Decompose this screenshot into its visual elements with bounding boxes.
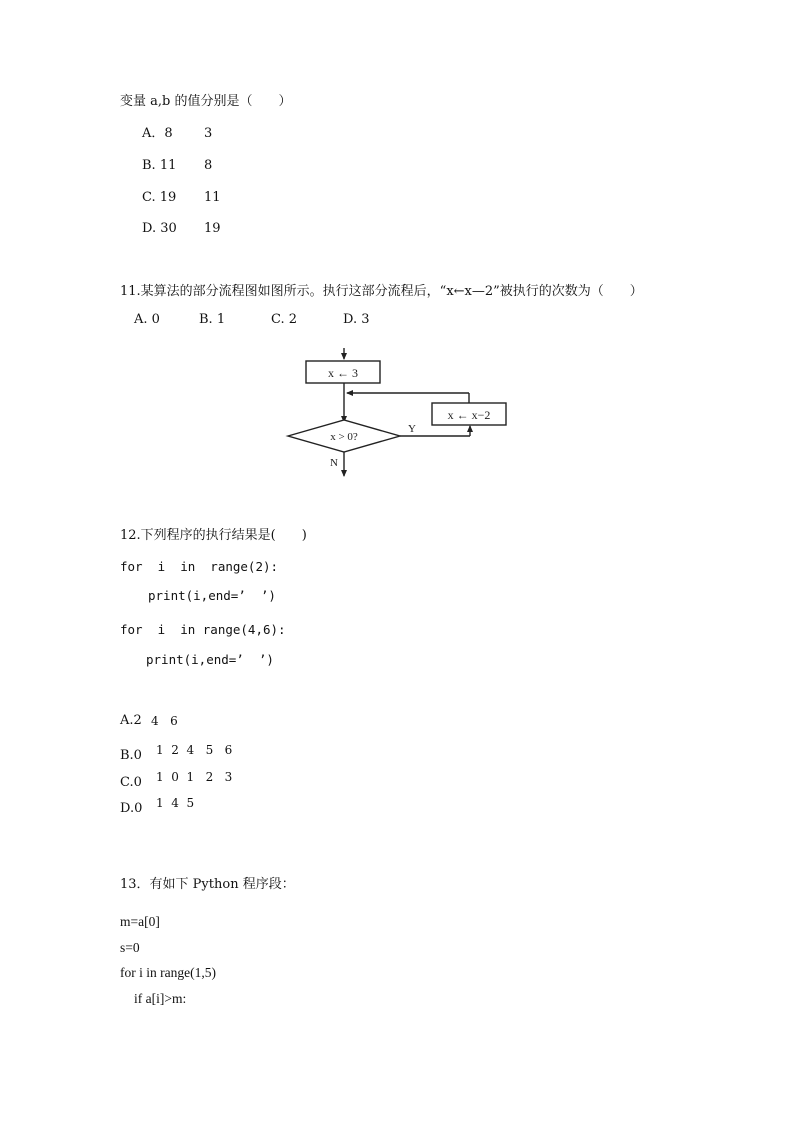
q11-flowchart [280, 340, 520, 480]
q13-code-line-1: m=a[0] [120, 914, 160, 929]
q10-option-b-value: 8 [204, 158, 213, 173]
q11-stem: 11.某算法的部分流程图如图所示。执行这部分流程后，“x←x—2”被执行的次数为（ ） [120, 284, 643, 299]
q13-code-line-3: for i in range(1,5) [120, 965, 216, 980]
flow-no-label: N [330, 457, 338, 469]
q11-option-c: C. 2 [271, 312, 298, 327]
q13-code-line-2: s=0 [120, 940, 140, 955]
flow-box-decrement-label: x ← x−2 [447, 408, 491, 422]
q12-option-a-values: 4 6 [151, 714, 178, 728]
q12-option-a-label: A.2 [120, 713, 142, 728]
q12-code-line-4: print(i,end=’ ’) [146, 652, 274, 667]
q11-option-a: A. 0 [134, 312, 160, 327]
q12-option-d-values: 1 4 5 [156, 796, 195, 810]
q12-option-b-values: 1 2 4 5 6 [156, 743, 233, 757]
q13-code-line-4: if a[i]>m: [134, 991, 187, 1006]
q10-option-c-label: C. 19 [142, 190, 177, 205]
q12-option-b-label: B.0 [120, 748, 142, 763]
flow-yes-label: Y [408, 423, 416, 435]
q12-code-line-2: print(i,end=’ ’) [148, 588, 276, 603]
flow-box-init-label: x ← 3 [328, 366, 358, 380]
flow-decision-label: x > 0? [330, 431, 358, 443]
q10-option-d-label: D. 30 [142, 221, 177, 236]
q11-option-d: D. 3 [343, 312, 370, 327]
q11-option-b: B. 1 [199, 312, 226, 327]
q12-option-d-label: D.0 [120, 801, 143, 816]
q10-stem: 变量 a,b 的值分别是（ ） [120, 94, 292, 109]
q13-stem: 13．有如下 Python 程序段： [120, 877, 295, 892]
q10-option-d-value: 19 [204, 221, 221, 236]
q12-stem: 12.下列程序的执行结果是( ) [120, 528, 307, 543]
q12-option-c-values: 1 0 1 2 3 [156, 770, 233, 784]
q10-option-a-value: 3 [204, 126, 213, 141]
q10-option-c-value: 11 [204, 190, 221, 205]
q12-code-line-1: for i in range(2): [120, 559, 279, 574]
q12-option-c-label: C.0 [120, 775, 142, 790]
q12-code-line-3: for i in range(4,6): [120, 622, 286, 637]
q10-option-a-label: A．8 [142, 126, 173, 141]
q10-option-b-label: B. 11 [142, 158, 177, 173]
